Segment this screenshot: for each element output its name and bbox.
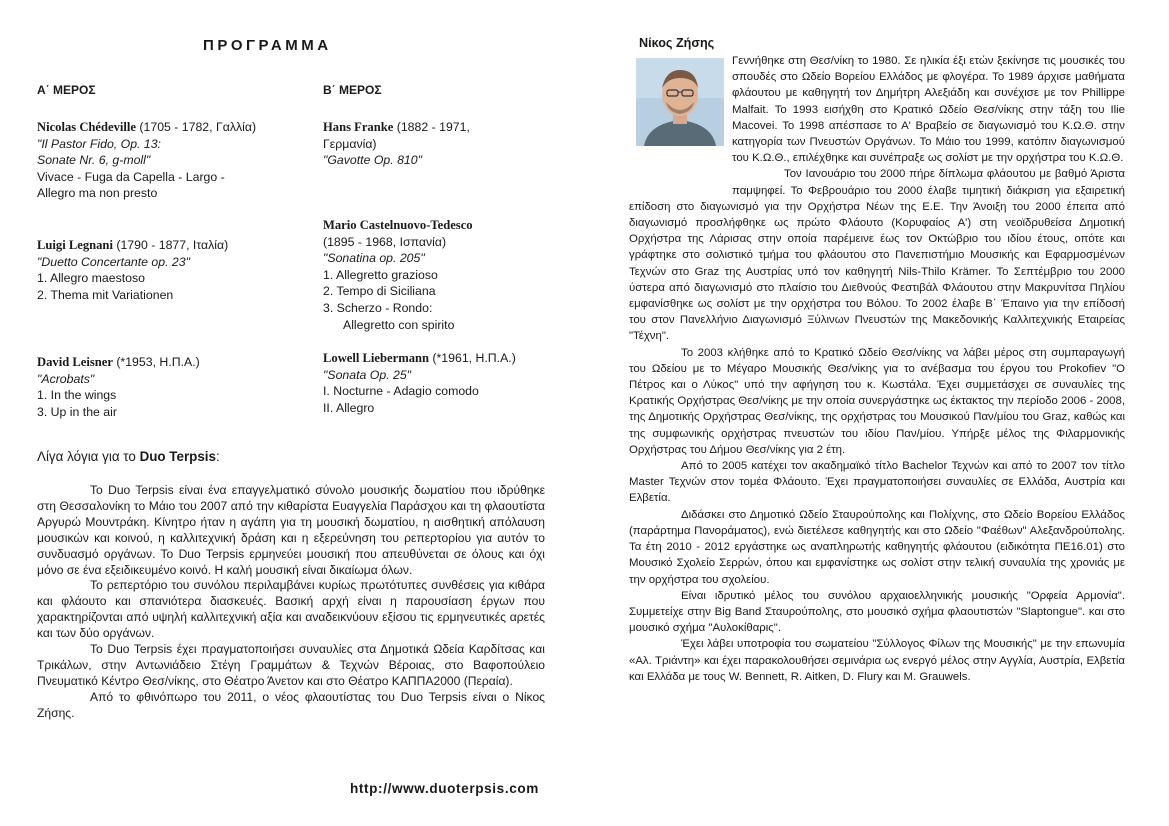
work-title: "Acrobats" (37, 371, 95, 386)
bio-name: Νίκος Ζήσης (639, 36, 715, 50)
work-title: "Sonata Op. 25" (323, 367, 412, 382)
program-title: ΠΡΟΓΡΑΜΜΑ (203, 37, 332, 54)
website-link[interactable]: http://www.duoterpsis.com (350, 781, 539, 796)
bio-paragraph: Έχει λάβει υποτροφία του σωματείου "Σύλλογος Φίλων της Μουσικής" με την επωνυμία «Αλ. Τριάντη» και έχει παρακολουθήσει σεμινάρια ως ενεργό μέλος στην Αγγλία, Αυστρία, Ελβετία και Ελλάδα με τους W. Bennett, R. Aitken, D. Flury και M. Grauwels. (629, 638, 1125, 683)
composer-name: Luigi Legnani (37, 238, 113, 252)
program-piece (323, 119, 563, 169)
duo-description (37, 483, 545, 722)
composer-life: (1895 - 1968, Ισπανία) (323, 234, 447, 249)
movement: 3. Up in the air (37, 404, 117, 419)
movement: Vivace - Fuga da Capella - Largo - (37, 169, 225, 184)
movement: 2. Tempo di Siciliana (323, 284, 436, 299)
bio-paragraph: Γεννήθηκε στη Θεσ/νίκη το 1980. Σε ηλικία έξι ετών ξεκίνησε τις μουσικές του σπουδές στο Ωδείο Βορείου Ελλάδος με φλογέρα. Το 1989 άρχισε μαθήματα φλάουτου με καθηγητή τον Δημήτρη Αλεξιάδη και συνέχισε με τον Phillippe Malfait. Το 1993 εισήχθη στο Κρατικό Ωδείο Θεσ/νίκης στην τάξη του Ilie Macovei. Το 1998 απέσπασε το Α' Βραβείο σε διαγωνισμό του Κ.Ω.Θ. στην κατηγορία των Πνευστών Οργάνων. Το Μάιο του 1999, κατόπιν διαγωνισμού του Κ.Ω.Θ., επιλέχθηκε και συνέπραξε ως σολίστ με την ορχήστρα του Κ.Ω.Θ. (732, 55, 1125, 165)
work-title: "Duetto Concertante op. 23" (37, 254, 190, 269)
movement: 1. Allegretto grazioso (323, 267, 438, 282)
composer-life: (*1953, Η.Π.Α.) (112, 355, 200, 369)
intro-duo-name: Duo Terpsis (139, 449, 216, 464)
program-piece (37, 237, 307, 303)
movement: 2. Thema mit Variationen (37, 287, 174, 302)
bio-page (584, 0, 1169, 826)
movement: 3. Scherzo - Rondo: (323, 300, 433, 315)
bio-paragraph: Το 2003 κλήθηκε από το Κρατικό Ωδείο Θεσ/νίκης να λάβει μέρος στη συμπαραγωγή του Ωδείου με το Μέγαρο Μουσικής Θεσ/νίκης για το ανέβασμα του έργου του Prokofiev "Ο Πέτρος και ο Λύκος" υπό την αφήγηση του κ. Κωστάλα. Έχει συμμετάσχει σε συναυλίες της Κρατικής Ορχήστρας Θεσ/νίκης με την οποία συνεργάστηκε ως έκτακτος την περίοδο 2006 - 2008, της Δημοτικής Ορχήστρας Θεσ/νίκης, της ορχήστρας του Μουσικού Παν/μίου του Graz, καθώς και της συμφωνικής ορχήστρας πνευστών του ιδίου Παν/μίου. Υπήρξε μέλος της Φιλαρμονικής Ορχήστρας του Δήμου Θεσ/νίκης για 2 έτη. (629, 346, 1125, 456)
composer-name: Nicolas Chédeville (37, 120, 136, 134)
composer-life: (1882 - 1971, (393, 120, 470, 134)
intro-prefix: Λίγα λόγια για το (37, 449, 140, 464)
composer-life: (1705 - 1782, Γαλλία) (136, 120, 257, 134)
work-title: "Sonatina op. 205" (323, 251, 425, 266)
movement: Allegretto con spirito (343, 317, 455, 332)
bio-paragraph: Από το 2005 κατέχει τον ακαδημαϊκό τίτλο Bachelor Τεχνών και από το 2007 τον τίτλο Master Τεχνών στον τομέα Φλάουτο. Έχει πραγματοποιήσει συναυλίες σε Ελλάδα, Αυστρία και Ελβετία. (629, 460, 1125, 505)
bio-paragraph: Διδάσκει στο Δημοτικό Ωδείο Σταυρούπολης και Πολίχνης, στο Ωδείο Βορείου Ελλάδος (παράρτημα Πανοράματος), ενώ διετέλεσε καθηγητής και στο Ωδείο "Φαέθων" Αλεξανδρούπολης. Τα έτη 2010 - 2012 εργάστηκε ως αναπληρωτής καθηγητής φλάουτου (ειδικότητα ΠΕ16.01) στο Μουσικό Σχολείο Σερρών, όπου και εμφανίστηκε ως σολίστ στην τελική συναυλία της χρονιάς με την ορχήστρα του σχολείου. (629, 508, 1125, 586)
composer-name: Mario Castelnuovo-Tedesco (323, 218, 473, 232)
movement: II. Allegro (323, 400, 375, 415)
part-a-heading: Α΄ ΜΕΡΟΣ (37, 83, 96, 97)
bio-paragraph: Είναι ιδρυτικό μέλος του συνόλου αρχαιοελληνικής μουσικής "Ορφεία Αρμονία". Συμμετείχε στην Big Band Σταυρούπολης, στο μουσικό σχήμα φλαουτιστών "Slaptongue". και στο μουσικό σχήμα "Αυλοκίθαρις". (629, 589, 1125, 635)
movement: 1. In the wings (37, 388, 117, 403)
part-b-heading: Β΄ ΜΕΡΟΣ (323, 83, 382, 97)
duo-paragraph: Το Duo Terpsis είναι ένα επαγγελματικό σύνολο μουσικής δωματίου που ιδρύθηκε στη Θεσσαλονίκη το Μάιο του 2007 από την κιθαρίστα Ευαγγελία Παράσχου και τη φλαουτίστα Αργυρώ Μουντράκη. Κίνητρο ήταν η αγάπη για τη μουσική δωματίου, η αισθητική απόλαυση μουσικών και κοινού, η καλλιτεχνική δράση και η εξερεύνηση του ρεπερτορίου για αυτόν το συνδυασμό οργάνων. Το Duo Terpsis ερμηνεύει μουσική που απευθύνεται σε όλους και όχι μόνο σε ένα εξειδικευμένο κοινό. Η καλή μουσική είναι δικαίωμα όλων. (37, 483, 545, 577)
bio-text (629, 53, 1125, 685)
program-page (0, 0, 584, 826)
bio-paragraph: Τον Ιανουάριο του 2000 πήρε δίπλωμα φλάουτου με βαθμό Άριστα παμψηφεί. Το Φεβρουάριο του 2000 έλαβε τιμητική διάκριση για εξαιρετική επίδοση στο διαγωνισμό για την Ορχήστρα Νέων της Ε.Ε. Την Άνοιξη του 2000 έπειτα από διαγωνισμό προσλήφθηκε ως πρώτο Φλάουτο (Κορυφαίος Α') στη νεοϊδρυθείσα Δημοτική Ορχήστρα της Λάρισας στην οποία παρέμεινε έως τον Οκτώβριο του ιδίου έτους, οπότε και γράφτηκε στο σολιστικό τμήμα του φλάουτου στο Πανεπιστήμιο Μουσικής και Εφαρμοσμένων Τεχνών στο Graz της Αυστρίας υπό τον καθηγητή Nils-Thilo Krämer. Το Σεπτέμβριο του 2000 ύστερα από διαγωνισμό στο πλαίσιο του Διεθνούς Φεστιβάλ Φλάουτου στην Μακρυνίτσα Πηλίου εμφανίσθηκε ως σολίστ με την ορχήστρα του Βόλου. Το 2002 έλαβε Β΄ Έπαινο για την επίδοσή του στον Πανελλήνιο Διαγωνισμό Ξύλινων Πνευστών της Μακεδονικής Καλλιτεχνικής Εταιρείας "Τέχνη". (629, 168, 1125, 343)
program-piece (37, 119, 307, 202)
composer-life: Γερμανία) (323, 136, 377, 151)
work-title: "Gavotte Op. 810" (323, 153, 422, 168)
portrait-photo (636, 58, 724, 146)
movement: 1. Allegro maestoso (37, 271, 145, 286)
composer-name: Lowell Liebermann (323, 351, 429, 365)
movement: I. Nocturne - Adagio comodo (323, 384, 479, 399)
duo-paragraph: Από το φθινόπωρο του 2011, ο νέος φλαουτίστας του Duo Terpsis είναι ο Νίκος Ζήσης. (37, 689, 545, 720)
composer-name: Hans Franke (323, 120, 394, 134)
program-piece (323, 350, 563, 416)
duo-paragraph: Το ρεπερτόριο του συνόλου περιλαμβάνει κυρίως πρωτότυπες συνθέσεις για κιθάρα και φλάουτο και σπανιότερα διασκευές. Βασική αρχή είναι η παρουσίαση έργων που χαρακτηρίζονται από υψηλή καλλιτεχνική αξία και αναδεικνύουν εξίσου τις ερμηνευτικές αρετές και των δύο οργάνων. (37, 578, 545, 641)
intro-suffix: : (215, 449, 220, 464)
duo-intro-heading (37, 449, 220, 464)
movement: Allegro ma non presto (37, 186, 158, 201)
duo-paragraph: Το Duo Terpsis έχει πραγματοποιήσει συναυλίες στα Δημοτικά Ωδεία Καρδίτσας και Τρικάλων, στην Αντωνιάδειο Στέγη Γραμμάτων & Τεχνών Βέροιας, στο Βαφοπούλειο Πνευματικό Κέντρο Θεσ/νίκης, στο Θέατρο Άνετον και στο Θέατρο ΚΑΠΠΑ2000 (Περαία). (37, 642, 545, 688)
work-title: "Il Pastor Fido, Op. 13: (37, 136, 161, 151)
work-title: Sonate Nr. 6, g-moll" (37, 153, 151, 168)
program-piece (37, 354, 307, 420)
composer-life: (*1961, Η.Π.Α.) (429, 351, 516, 365)
program-piece (323, 217, 563, 333)
composer-name: David Leisner (37, 355, 113, 369)
composer-life: (1790 - 1877, Ιταλία) (112, 238, 229, 252)
